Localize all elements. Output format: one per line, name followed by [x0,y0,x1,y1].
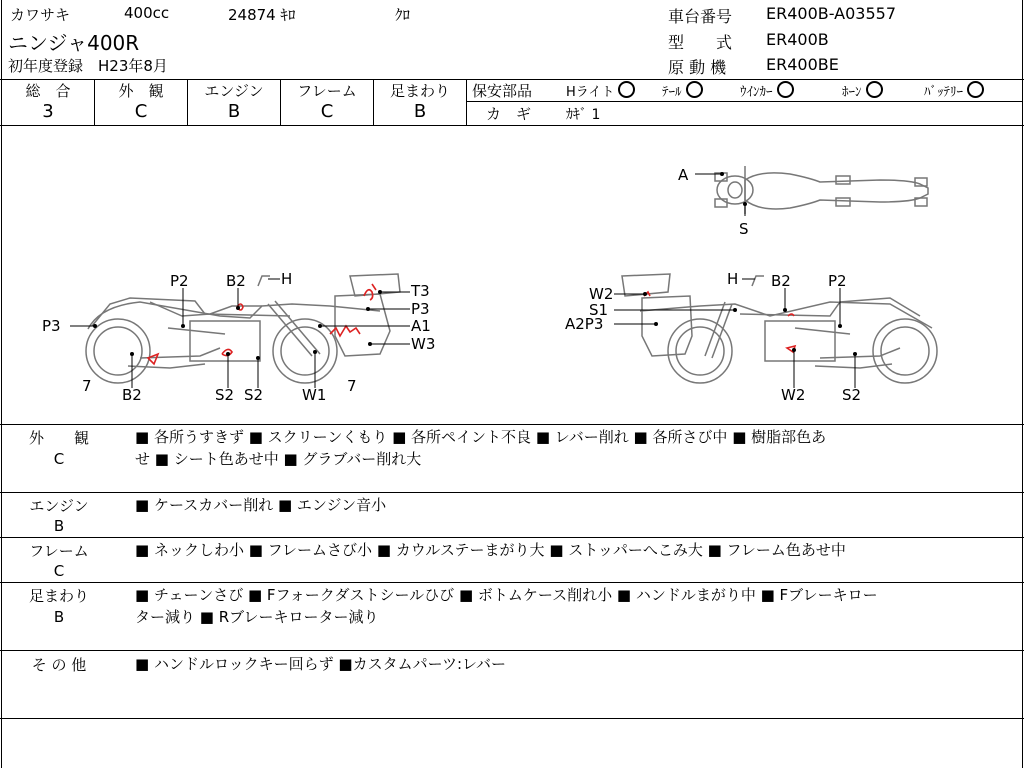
engine-value: ER400BE [766,55,839,74]
label-s: S [739,220,749,238]
remarks-divider-1 [0,492,1024,493]
displacement: 400cc [124,4,170,22]
grade-engine-value: B [227,101,241,122]
safety-item-label: ﾎｰﾝ [842,85,862,100]
grade-suspension-label: 足まわり [389,82,450,100]
damage-diagram [0,126,1024,424]
label-b2-bottom-left: B2 [122,386,142,404]
chassis-label: 車台番号 [668,7,733,26]
safety-item-winker [740,81,794,100]
type-value: ER400B [766,30,829,49]
label-h-right: H [727,270,739,288]
remark-exterior-grade: C [53,450,65,468]
ok-circle-icon [686,81,703,98]
label-h-left: H [281,270,293,288]
label-seven-right: 7 [347,377,357,395]
ok-circle-icon [618,81,635,98]
remarks-divider-2 [0,537,1024,538]
label-b2-right: B2 [771,272,791,290]
remark-suspension-label: 足まわり [28,587,89,605]
label-a2p3: A2P3 [565,315,604,333]
mileage: 24874 ｷﾛ [228,6,296,24]
first-registration-label: 初年度登録 [8,57,84,75]
safety-item-tail [662,81,703,100]
remark-other-label: そ の 他 [31,656,87,674]
type-label: 型 式 [668,33,733,52]
first-registration-value: H23年8月 [98,57,168,75]
grade-divider-5 [466,79,467,125]
grade-frame-label: フレーム [297,82,357,100]
label-p2-right: P2 [828,272,847,290]
remark-exterior-line1: ■ 各所うすきず ■ スクリーンくもり ■ 各所ペイント不良 ■ レバー削れ ■ 各所さび中 ■ 樹脂部色あ [135,428,827,446]
safety-label: 保安部品 [472,82,533,100]
label-w2-top-right: W2 [589,285,614,303]
remark-engine-label: エンジン [29,497,89,515]
label-w1: W1 [302,386,327,404]
remark-engine-grade: B [53,517,65,535]
ok-circle-icon [866,81,883,98]
bike-right-side [622,274,937,383]
safety-item-battery [924,81,984,100]
remark-suspension-line1: ■ チェーンさび ■ Fフォークダストシールひび ■ ボトムケース削れ小 ■ ハンドルまがり中 ■ Fブレーキロー [135,586,878,604]
model-name: ニンジャ400R [8,31,140,55]
grade-suspension-value: B [413,101,427,122]
label-t3: T3 [411,282,430,300]
safety-item-label: ﾃｰﾙ [662,85,682,100]
safety-item-label: ﾊﾞｯﾃﾘｰ [924,85,963,100]
label-w2-bottom-right: W2 [781,386,806,404]
label-p3-left: P3 [42,317,61,335]
maker: カワサキ [10,6,71,24]
color: ｸﾛ [395,6,411,24]
remark-frame-line1: ■ ネックしわ小 ■ フレームさび小 ■ カウルステーまがり大 ■ ストッパーへこみ大 ■ フレーム色あせ中 [135,541,846,559]
label-s1: S1 [589,301,609,319]
remark-other-line1: ■ ハンドルロックキー回らず ■カスタムパーツ:レバー [135,655,506,673]
remark-exterior-line2: せ ■ シート色あせ中 ■ グラブバー削れ大 [135,450,422,468]
remarks-top [0,424,1024,425]
remark-exterior-label: 外 観 [28,429,89,447]
grade-frame-value: C [320,101,334,122]
label-p3-right-of-left: P3 [411,300,430,318]
label-a: A [678,166,689,184]
safety-item-horn [842,81,883,100]
safety-item-label: Hライト [566,85,615,100]
label-seven-left: 7 [82,377,92,395]
label-b2-top-left: B2 [226,272,246,290]
damage-marks [148,284,795,364]
bike-top-view [715,166,928,214]
label-w3: W3 [411,335,436,353]
label-s2-b: S2 [244,386,264,404]
safety-item-label: ｳｲﾝｶｰ [740,85,773,100]
label-s2-right: S2 [842,386,862,404]
bike-left-side [86,274,400,383]
ok-circle-icon [777,81,794,98]
label-p2-left: P2 [170,272,189,290]
remarks-divider-4 [0,650,1024,651]
safety-row-divider [466,101,1022,102]
remark-frame-label: フレーム [29,542,89,560]
grade-exterior-value: C [134,101,148,122]
grade-overall-value: 3 [42,101,54,122]
remarks-divider-3 [0,582,1024,583]
remark-engine-line1: ■ ケースカバー削れ ■ エンジン音小 [135,496,387,514]
label-s2-a: S2 [215,386,235,404]
ok-circle-icon [967,81,984,98]
remark-suspension-line2: ター減り ■ Rブレーキローター減り [135,608,379,626]
chassis-value: ER400B-A03557 [766,4,897,23]
engine-label: 原 動 機 [668,58,727,77]
safety-item-headlight [566,81,635,100]
remark-suspension-grade: B [53,608,65,626]
key-label: カ ギ [486,105,532,123]
grade-engine-label: エンジン [204,82,264,100]
remark-frame-grade: C [53,562,65,580]
grade-overall-label: 総 合 [25,82,71,100]
key-value: ｶｷﾞ 1 [566,107,601,123]
grade-exterior-label: 外 観 [118,82,164,100]
remarks-bottom [0,718,1024,719]
label-a1: A1 [411,317,431,335]
